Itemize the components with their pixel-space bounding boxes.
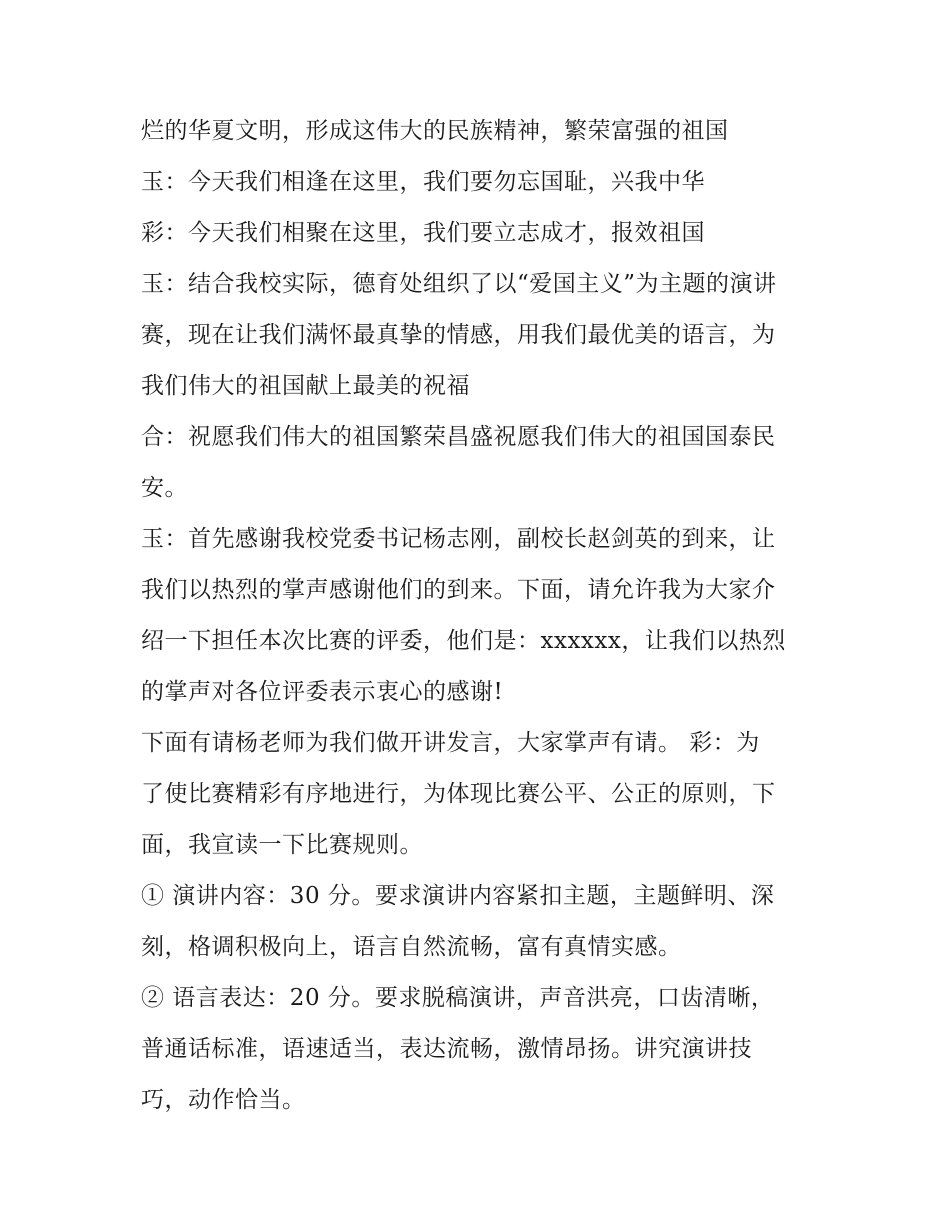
text-line: ① 演讲内容：30 分。要求演讲内容紧扣主题，主题鲜明、深 — [141, 883, 775, 909]
text-line: 我们以热烈的掌声感谢他们的到来。下面，请允许我为大家介 — [141, 577, 776, 603]
text-line: 安。 — [141, 475, 188, 501]
text-line: 烂的华夏文明，形成这伟大的民族精神，繁荣富强的祖国 — [141, 118, 729, 144]
text-line: 绍一下担任本次比赛的评委，他们是：xxxxxx，让我们以热烈 — [141, 628, 786, 654]
text-line: ② 语言表达：20 分。要求脱稿演讲，声音洪亮，口齿清晰， — [141, 985, 775, 1011]
text-line: 下面有请杨老师为我们做开讲发言，大家掌声有请。 彩：为 — [141, 730, 760, 756]
text-line: 刻，格调积极向上，语言自然流畅，富有真情实感。 — [141, 934, 682, 960]
text-line: 面，我宣读一下比赛规则。 — [141, 832, 423, 858]
text-line: 合：祝愿我们伟大的祖国繁荣昌盛祝愿我们伟大的祖国国泰民 — [141, 424, 776, 450]
text-line: 赛，现在让我们满怀最真挚的情感，用我们最优美的语言，为 — [141, 322, 776, 348]
text-line: 彩：今天我们相聚在这里，我们要立志成才，报效祖国 — [141, 220, 705, 246]
text-line: 玉：首先感谢我校党委书记杨志刚，副校长赵剑英的到来，让 — [141, 526, 776, 552]
text-line: 的掌声对各位评委表示衷心的感谢! — [141, 679, 504, 705]
text-line: 玉：今天我们相逢在这里，我们要勿忘国耻，兴我中华 — [141, 169, 705, 195]
document-body — [141, 106, 821, 1126]
text-line: 巧，动作恰当。 — [141, 1087, 306, 1113]
text-line: 我们伟大的祖国献上最美的祝福 — [141, 373, 470, 399]
text-line: 玉：结合我校实际，德育处组织了以“爱国主义”为主题的演讲 — [141, 271, 777, 297]
text-line: 普通话标准，语速适当，表达流畅，激情昂扬。讲究演讲技 — [141, 1036, 752, 1062]
text-line: 了使比赛精彩有序地进行，为体现比赛公平、公正的原则，下 — [141, 781, 776, 807]
